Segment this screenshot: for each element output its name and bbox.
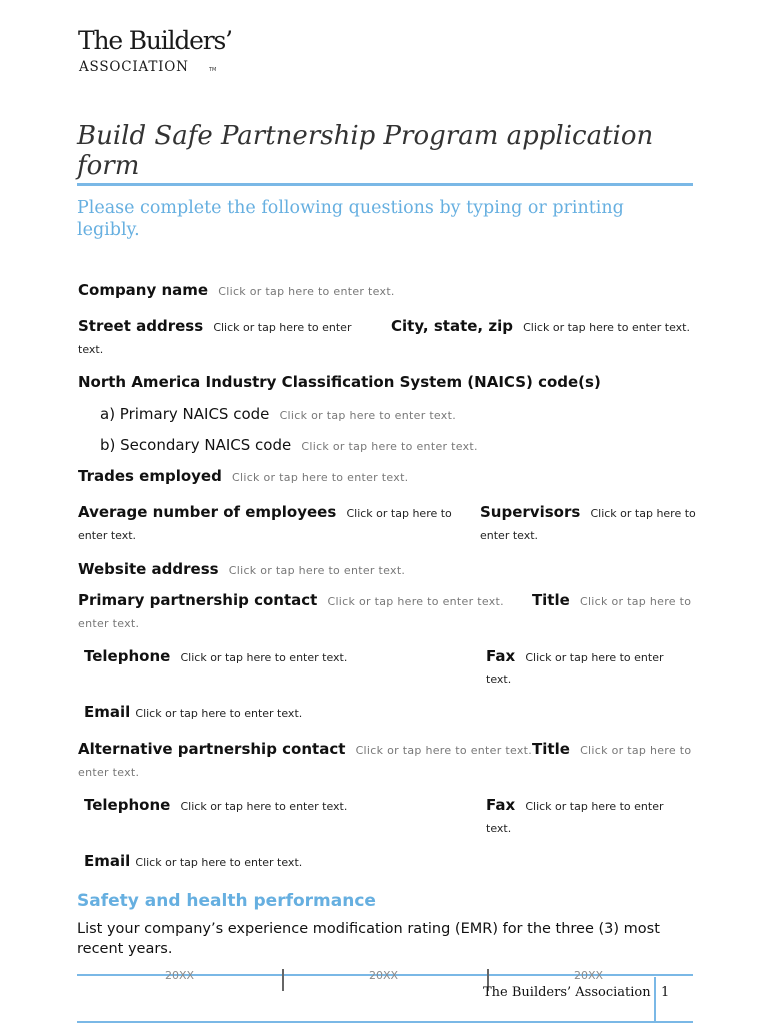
supervisors-row	[480, 502, 710, 546]
supervisors-label: Supervisors	[480, 503, 581, 521]
footer-rule	[77, 1021, 693, 1023]
trades-employed-field[interactable]: Click or tap here to enter text.	[232, 471, 409, 484]
alt-contact-row	[78, 739, 698, 783]
primary-fax-row	[486, 646, 691, 690]
secondary-naics-label: b) Secondary NAICS code	[100, 436, 292, 454]
city-state-zip-label: City, state, zip	[391, 317, 513, 335]
company-name-field[interactable]: Click or tap here to enter text.	[218, 285, 395, 298]
logo-subtitle: ASSOCIATION	[79, 59, 189, 75]
primary-telephone-label: Telephone	[84, 647, 171, 665]
website-field[interactable]: Click or tap here to enter text.	[228, 564, 406, 577]
emr-column-divider	[282, 969, 284, 991]
alt-email-field[interactable]: Click or tap here to enter text.	[135, 856, 303, 869]
avg-employees-label: Average number of employees	[78, 503, 337, 521]
trades-employed-label: Trades employed	[78, 467, 222, 485]
primary-contact-field[interactable]: Click or tap here to enter text.	[327, 595, 504, 608]
company-name-row	[78, 280, 395, 299]
website-row	[78, 559, 405, 578]
logo-trademark: TM	[209, 67, 217, 73]
emr-year-1: 20XX	[165, 969, 195, 982]
avg-employees-row	[78, 502, 468, 546]
primary-contact-title-label: Title	[531, 591, 570, 609]
street-address-label: Street address	[78, 317, 204, 335]
primary-contact-title-field[interactable]: Click or tap here to enter text.	[78, 595, 692, 630]
footer-divider	[654, 977, 656, 1022]
primary-email-label: Email	[84, 703, 131, 721]
alt-fax-label: Fax	[486, 796, 516, 814]
primary-contact-label: Primary partnership contact	[78, 591, 318, 609]
alt-contact-title-label: Title	[532, 740, 570, 758]
street-address-row	[78, 316, 378, 360]
primary-email-field[interactable]: Click or tap here to enter text.	[135, 707, 303, 720]
supervisors-field[interactable]: Click or tap here to enter text.	[480, 507, 696, 542]
secondary-naics-row	[100, 435, 478, 454]
primary-email-row	[84, 702, 302, 721]
company-name-label: Company name	[78, 281, 209, 299]
alt-contact-label: Alternative partnership contact	[78, 740, 346, 758]
trades-employed-row	[78, 466, 408, 485]
logo-wordmark: The Builders’	[78, 26, 232, 55]
primary-telephone-field[interactable]: Click or tap here to enter text.	[180, 651, 348, 664]
alt-contact-field[interactable]: Click or tap here to enter text.	[355, 744, 533, 757]
city-state-zip-field[interactable]: Click or tap here to enter text.	[523, 321, 690, 334]
emr-year-2: 20XX	[369, 969, 399, 982]
alt-email-row	[84, 851, 302, 870]
primary-naics-field[interactable]: Click or tap here to enter text.	[279, 409, 457, 422]
street-address-field[interactable]: Click or tap here to enter text.	[78, 321, 352, 356]
primary-naics-label: a) Primary NAICS code	[100, 405, 270, 423]
alt-contact-title-field[interactable]: Click or tap here to enter text.	[78, 744, 692, 779]
alt-fax-row	[486, 795, 691, 839]
city-state-zip-row	[391, 316, 691, 338]
naics-heading: North America Industry Classification System (NAICS) code(s)	[78, 373, 601, 391]
primary-telephone-row	[84, 646, 347, 665]
primary-naics-row	[100, 404, 456, 423]
emr-instructions: List your company’s experience modification rating (EMR) for the three (3) most recent years.	[77, 921, 660, 957]
footer-page-number: 1	[661, 985, 670, 1000]
emr-year-3: 20XX	[574, 969, 604, 982]
footer-organization: The Builders’ Association	[483, 985, 651, 1000]
website-label: Website address	[78, 560, 219, 578]
secondary-naics-field[interactable]: Click or tap here to enter text.	[301, 440, 478, 453]
alt-email-label: Email	[84, 852, 131, 870]
alt-fax-field[interactable]: Click or tap here to enter text.	[486, 800, 664, 835]
alt-telephone-field[interactable]: Click or tap here to enter text.	[180, 800, 348, 813]
avg-employees-field[interactable]: Click or tap here to enter text.	[78, 507, 452, 542]
alt-telephone-label: Telephone	[84, 796, 171, 814]
instructions: Please complete the following questions by typing or printing legibly.	[77, 198, 624, 240]
alt-telephone-row	[84, 795, 347, 814]
primary-fax-label: Fax	[486, 647, 516, 665]
section-heading-safety: Safety and health performance	[77, 891, 376, 911]
primary-fax-field[interactable]: Click or tap here to enter text.	[486, 651, 664, 686]
page-title: Build Safe Partnership Program application form	[77, 121, 654, 181]
primary-contact-row	[78, 590, 698, 634]
title-underline	[77, 183, 693, 186]
